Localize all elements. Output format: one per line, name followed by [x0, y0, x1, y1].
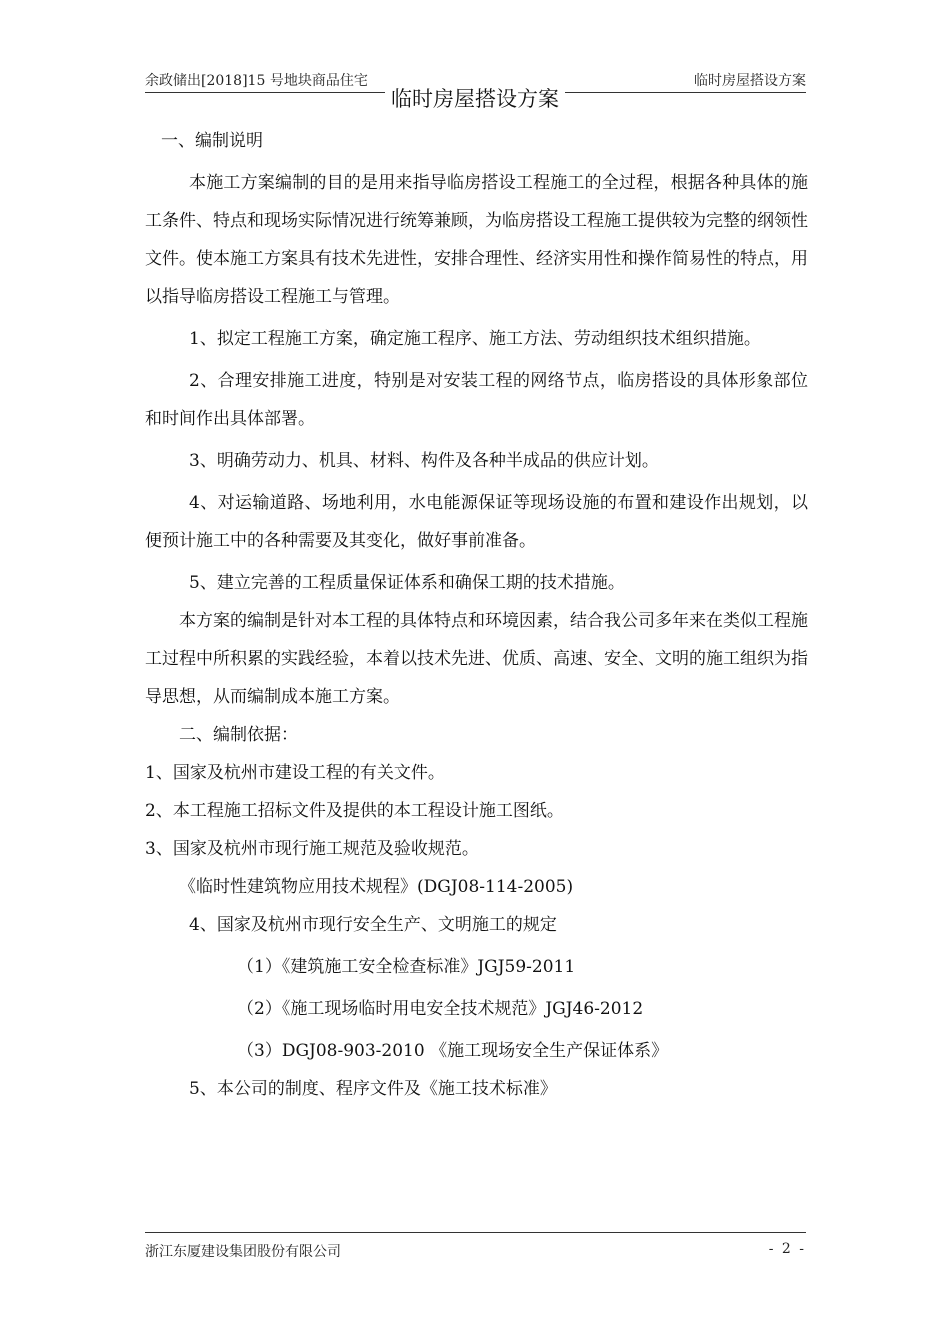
header-left: 余政储出[2018]15 号地块商品住宅 [145, 73, 368, 89]
document-title-text: 临时房屋搭设方案 [385, 87, 565, 111]
section2-item-3-sub: 《临时性建筑物应用技术规程》(DGJ08-114-2005) [179, 877, 574, 897]
section1-item-2: 2、合理安排施工进度，特别是对安装工程的网络节点，临房搭设的具体形象部位和时间作出具体部署。 [145, 371, 808, 429]
section1-item-1: 1、拟定工程施工方案，确定施工程序、施工方法、劳动组织技术组织措施。 [189, 329, 761, 349]
section1-closing: 本方案的编制是针对本工程的具体特点和环境因素，结合我公司多年来在类似工程施工过程中所积累的实践经验，本着以技术先进、优质、高速、安全、文明的施工组织为指导思想，从而编制成本施工方案。 [145, 611, 808, 707]
section2-item-5: 5、本公司的制度、程序文件及《施工技术标准》 [189, 1079, 557, 1099]
section1-heading: 一、编制说明 [161, 131, 263, 151]
header-right: 临时房屋搭设方案 [694, 73, 806, 89]
document-body [145, 120, 808, 1108]
section1-item-4: 4、对运输道路、场地利用，水电能源保证等现场设施的布置和建设作出规划，以便预计施工中的各种需要及其变化，做好事前准备。 [145, 493, 808, 551]
footer-company: 浙江东厦建设集团股份有限公司 [145, 1244, 341, 1260]
page-number: - 2 - [768, 1241, 806, 1257]
section2-item-3: 3、国家及杭州市现行施工规范及验收规范。 [145, 839, 479, 859]
section2-item-2: 2、本工程施工招标文件及提供的本工程设计施工图纸。 [145, 801, 564, 821]
footer-rule [145, 1232, 806, 1233]
section1-item-3: 3、明确劳动力、机具、材料、构件及各种半成品的供应计划。 [189, 451, 659, 471]
section2-item-4-sub-3: （3）DGJ08-903-2010 《施工现场安全生产保证体系》 [237, 1041, 669, 1061]
section2-item-4-sub-2: （2）《施工现场临时用电安全技术规范》JGJ46-2012 [237, 999, 644, 1019]
section1-item-5: 5、建立完善的工程质量保证体系和确保工期的技术措施。 [189, 573, 625, 593]
section2-heading: 二、编制依据： [179, 725, 298, 745]
section2-item-4: 4、国家及杭州市现行安全生产、文明施工的规定 [189, 915, 557, 935]
document-title [0, 83, 950, 113]
section2-item-1: 1、国家及杭州市建设工程的有关文件。 [145, 763, 445, 783]
section1-intro: 本施工方案编制的目的是用来指导临房搭设工程施工的全过程，根据各种具体的施工条件、特点和现场实际情况进行统筹兼顾，为临房搭设工程施工提供较为完整的纲领性文件。使本施工方案具有技术先进性，安排合理性、经济实用性和操作简易性的特点，用以指导临房搭设工程施工与管理。 [145, 173, 808, 307]
section2-item-4-sub-1: （1）《建筑施工安全检查标准》JGJ59-2011 [237, 957, 576, 977]
